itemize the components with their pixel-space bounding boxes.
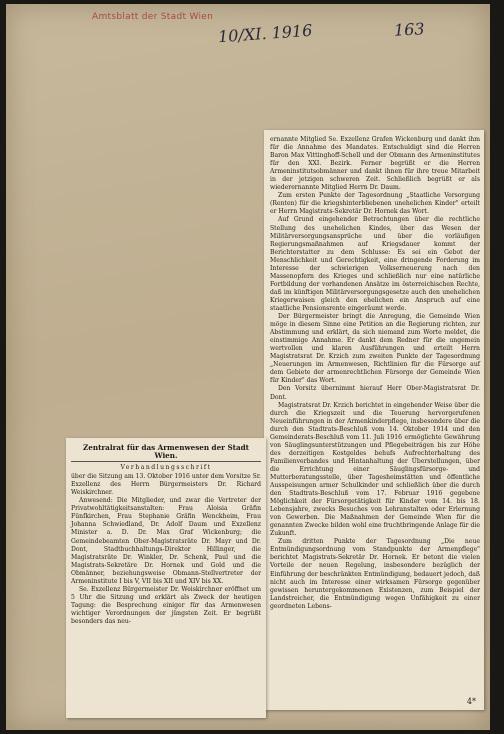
footer-mark: 4*	[466, 696, 476, 706]
paragraph: Zum dritten Punkte der Tagesordnung „Die neue Entmündigungsordnung vom Standpunkte der Armenpflege" berichtet Magistrats-Sekretär Dr. Hornek. Er betont die vielen Vorteile der neuen Regelung, insbesondere bezüglich der Einführung der beschränkten Entmündigung, bedauert jedoch, daß nicht auch im Interesse einer wirksamen Fürsorge gegenüber gewissen heruntergekommenen Existenzen, zum Beispiel der Landstreicher, die Entmündigung wegen Unfähigkeit zu einer geordneten Lebens-	[270, 538, 480, 610]
newspaper-clipping-right	[264, 130, 484, 710]
newspaper-clipping-left	[66, 438, 266, 718]
article-intro: über die Sitzung am 13. Oktober 1916 unter dem Vorsitze Sr. Exzellenz des Herrn Bürgermeisters Dr. Richard Weiskirchner.	[71, 473, 261, 497]
article-subtitle: Verhandlungsschrift	[120, 464, 212, 472]
paragraph: Se. Exzellenz Bürgermeister Dr. Weiskirchner eröffnet um 5 Uhr die Sitzung und erklärt als Zweck der heutigen Tagung: die Besprechung einiger für das Armenwesen wichtiger Verordnungen der jüngsten Zeit. Er begrüßt besonders das neu-	[71, 585, 261, 625]
paragraph: Magistratsrat Dr. Krzich berichtet in eingehender Weise über die durch die Kriegszeit und die Teuerung hervorgerufenen Neueinführungen in der Armenkinderpflege, insbesondere über die durch den Stadtrats-Beschluß vom 14. Oktober 1914 und den Gemeinderats-Beschluß vom 11. Juli 1916 ermöglichte Gewährung von Säuglingsunterstützungen und Pflegebeiträgen bis zur Höhe des derzeitigen Kostgeldes behufs Aufrechterhaltung des Familienverbandes und Hintanhaltung der Überstellungen, über die Errichtung einer Säuglingsfürsorge- und Mutterberatungsstelle, über Tagesheimstätten und öffentliche Ausspeisungen armer Schulkinder und schließlich über die durch den Stadtrats-Beschluß vom 17. Februar 1916 gegebene Möglichkeit der Fürsorgetätigkeit für Kinder vom 14. bis 18. Lebensjahre, zwecks Besuches von Lehranstalten oder Erlernung von Gewerben. Die Maßnahmen der Gemeinde Wien für die genannten Zwecke bilden wohl eine fruchtbringende Anlage für die Zukunft.	[270, 401, 480, 538]
source-header: Amtsblatt der Stadt Wien	[92, 12, 214, 22]
handwritten-page-number: 163	[393, 19, 426, 40]
paragraph: Anwesend: Die Mitglieder, und zwar die Vertreter der Privatwohltätigkeitsanstalten: Frau Aloisia Gräfin Fünfkirchen, Frau Stephanie Gräfin Wenckheim, Frau Johanna Schwiedland, Dr. Adolf Daum und Exzellenz Minister a. D. Dr. Max Graf Wickenburg; die Gemeindebeamten Ober-Magistratsräte Dr. Mayr und Dr. Dont, Stadtbuchhaltungs-Direktor Hillinger, die Magistratsräte Dr. Winkler, Dr. Schenk, Paul und die Magistrats-Sekretäre Dr. Hornek und Gold und die Obmänner, beziehungsweise Obmann-Stellvertreter der Armeninstitute I bis V, VII bis XII und XIV bis XX.	[71, 497, 261, 585]
article-title: Zentralrat für das Armenwesen der Stadt Wien.	[71, 444, 261, 462]
paragraph: Den Vorsitz übernimmt hierauf Herr Ober-Magistratsrat Dr. Dont.	[270, 385, 480, 401]
paragraph: ernannte Mitglied Se. Exzellenz Grafen Wickenburg und dankt ihm für die Annahme des Mandates. Entschuldigt sind die Herren Baron Max Vittinghoff-Schell und der Obmann des Armeninstitutes für den XXI. Bezirk. Ferner begrüßt er die Herren Armeninstitutsobmänner und dankt ihnen für ihre treue Mitarbeit in der jetzigen schweren Zeit. Schließlich begrüßt er als wiederernannte Mitglied Herrn Dr. Daum.	[270, 136, 480, 192]
paragraph: Der Bürgermeister bringt die Anregung, die Gemeinde Wien möge in diesem Sinne eine Petition an die Regierung richten, zur Abstimmung und erklärt, da sich niemand zum Worte meldet, die einstimmige Annahme. Er dankt dem Redner für die ungemein wertvollen und klaren Ausführungen und erteilt Herrn Magistratsrat Dr. Krzich zum zweiten Punkte der Tagesordnung „Neuerungen im Armenwesen, Richtlinien für die Fürsorge auf dem Gebiete der armenrechtlichen Fürsorge der Gemeinde Wien für Kinder" das Wort.	[270, 313, 480, 385]
scrapbook-page	[6, 4, 490, 730]
paragraph: Auf Grund eingehender Betrachtungen über die rechtliche Stellung des unehelichen Kindes, über das Wesen der Militärversorgungsansprüche und über die vorläufigen Regierungsmaßnahmen auf Kriegsdauer kommt der Berichterstatter zu dem Schlusse: Es sei ein Gebot der Menschlichkeit und Gerechtigkeit, eine dringende Forderung im Interesse der schwierigen Volkserneuerung nach den Massenopfern des Krieges und schließlich nur eine natürliche Fortbildung der vorhandenen Ansätze im österreichischen Rechte, daß im künftigen Militärversorgungsgesetze auch den unehelichen Kriegerwaisen gleich den ehelichen ein Anspruch auf eine staatliche Pensionsrente eingeräumt werde.	[270, 216, 480, 312]
handwritten-date: 10/XI. 1916	[217, 20, 313, 47]
paragraph: Zum ersten Punkte der Tagesordnung „Staatliche Versorgung (Renten) für die kriegshinterbliebenen unehelichen Kinder" erteilt er Herrn Magistrats-Sekretär Dr. Hornek das Wort.	[270, 192, 480, 216]
